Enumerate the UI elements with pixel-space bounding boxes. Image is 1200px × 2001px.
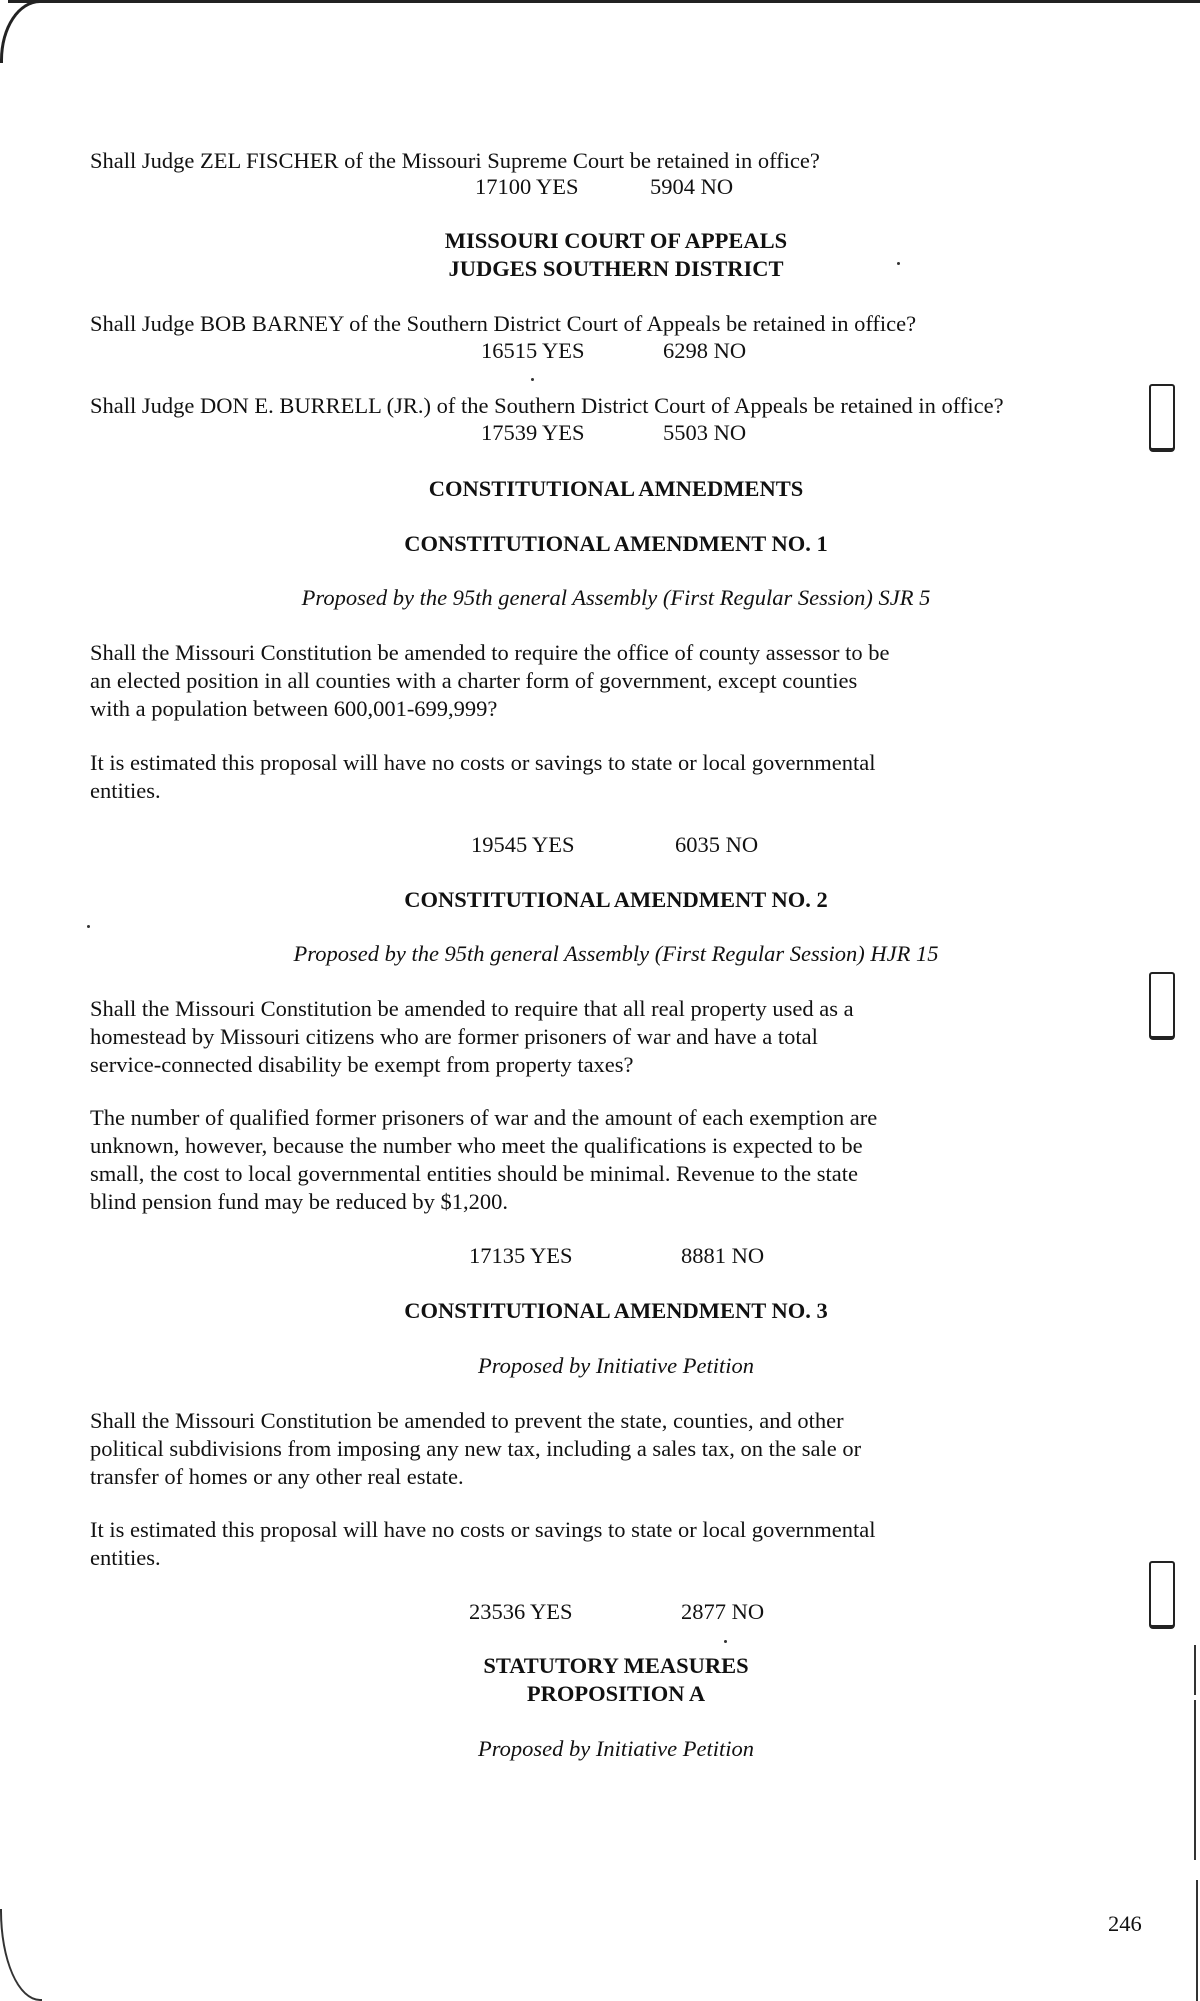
amendment3-proposed: Proposed by Initiative Petition — [478, 1353, 754, 1378]
scan-speck — [531, 378, 534, 381]
fischer-question: Shall Judge ZEL FISCHER of the Missouri Supreme Court be retained in office? — [90, 148, 820, 173]
amendment2-estimate — [90, 1104, 990, 1216]
amendment3-question-line: political subdivisions from imposing any new tax, including a sales tax, on the sale or — [90, 1436, 862, 1461]
fischer-yes-votes: 17100 YES — [475, 174, 579, 199]
amendment2-estimate-line: The number of qualified former prisoners of war and the amount of each exemption are — [90, 1105, 878, 1130]
amendment1-estimate — [90, 749, 990, 805]
amendment2-question-line: Shall the Missouri Constitution be amended to require that all real property used as a — [90, 996, 854, 1021]
page-right-edge-mark — [1194, 1700, 1196, 1860]
page-number: 246 — [1108, 1911, 1142, 1936]
fischer-no-votes: 5904 NO — [650, 174, 734, 199]
appeals-heading-line2: JUDGES SOUTHERN DISTRICT — [448, 256, 784, 281]
page-bottom-left-corner — [0, 1909, 42, 2001]
amendment1-question-line: with a population between 600,001-699,999? — [90, 696, 498, 721]
amendment3-estimate-line: It is estimated this proposal will have no costs or savings to state or local governmental — [90, 1517, 876, 1542]
amendment1-no-votes: 6035 NO — [675, 832, 759, 857]
amendment2-estimate-line: unknown, however, because the number who meet the qualifications is expected to be — [90, 1133, 863, 1158]
burrell-question: Shall Judge DON E. BURRELL (JR.) of the Southern District Court of Appeals be retained in office? — [90, 393, 1004, 418]
page-top-edge — [8, 0, 1200, 3]
amendment2-question-line: homestead by Missouri citizens who are former prisoners of war and have a total — [90, 1024, 818, 1049]
binder-tab — [1149, 384, 1175, 450]
appeals-heading-line1: MISSOURI COURT OF APPEALS — [444, 228, 788, 253]
binder-tab — [1149, 972, 1175, 1038]
burrell-yes-votes: 17539 YES — [481, 420, 585, 445]
page-right-edge-mark — [1196, 1880, 1198, 2001]
statutory-proposed: Proposed by Initiative Petition — [478, 1736, 754, 1761]
amendment2-yes-votes: 17135 YES — [469, 1243, 573, 1268]
amendment3-question-line: transfer of homes or any other real estate. — [90, 1464, 464, 1489]
amendment1-title: CONSTITUTIONAL AMENDMENT NO. 1 — [404, 531, 828, 556]
amendment1-question-line: an elected position in all counties with a charter form of government, except counties — [90, 668, 858, 693]
amendment2-question — [90, 995, 990, 1079]
amendment2-estimate-line: small, the cost to local governmental entities should be minimal. Revenue to the state — [90, 1161, 858, 1186]
barney-no-votes: 6298 NO — [663, 338, 747, 363]
amendment3-question-line: Shall the Missouri Constitution be amended to prevent the state, counties, and other — [90, 1408, 844, 1433]
barney-question: Shall Judge BOB BARNEY of the Southern District Court of Appeals be retained in office? — [90, 311, 917, 336]
amendment1-estimate-line: entities. — [90, 778, 161, 803]
amendment2-estimate-line: blind pension fund may be reduced by $1,200. — [90, 1189, 509, 1214]
amendment1-proposed: Proposed by the 95th general Assembly (First Regular Session) SJR 5 — [301, 585, 931, 610]
barney-yes-votes: 16515 YES — [481, 338, 585, 363]
amendment2-proposed: Proposed by the 95th general Assembly (First Regular Session) HJR 15 — [293, 941, 939, 966]
amendment3-estimate-line: entities. — [90, 1545, 161, 1570]
amendment1-question-line: Shall the Missouri Constitution be amended to require the office of county assessor to be — [90, 640, 890, 665]
amendment3-title: CONSTITUTIONAL AMENDMENT NO. 3 — [404, 1298, 828, 1323]
constitutional-heading: CONSTITUTIONAL AMNEDMENTS — [428, 476, 804, 501]
amendment1-estimate-line: It is estimated this proposal will have no costs or savings to state or local governmental — [90, 750, 876, 775]
amendment3-estimate — [90, 1516, 990, 1572]
amendment2-no-votes: 8881 NO — [681, 1243, 765, 1268]
amendment3-no-votes: 2877 NO — [681, 1599, 765, 1624]
statutory-heading-line2: PROPOSITION A — [526, 1681, 706, 1706]
amendment3-question — [90, 1407, 990, 1491]
page-top-left-corner — [0, 0, 43, 63]
amendment1-question — [90, 639, 990, 723]
amendment1-yes-votes: 19545 YES — [471, 832, 575, 857]
amendment2-title: CONSTITUTIONAL AMENDMENT NO. 2 — [404, 887, 828, 912]
statutory-heading-line1: STATUTORY MEASURES — [483, 1653, 749, 1678]
amendment3-yes-votes: 23536 YES — [469, 1599, 573, 1624]
amendment2-question-line: service-connected disability be exempt from property taxes? — [90, 1052, 634, 1077]
scan-speck — [87, 925, 90, 928]
binder-tab — [1149, 1561, 1175, 1627]
scan-speck — [724, 1640, 727, 1643]
burrell-no-votes: 5503 NO — [663, 420, 747, 445]
